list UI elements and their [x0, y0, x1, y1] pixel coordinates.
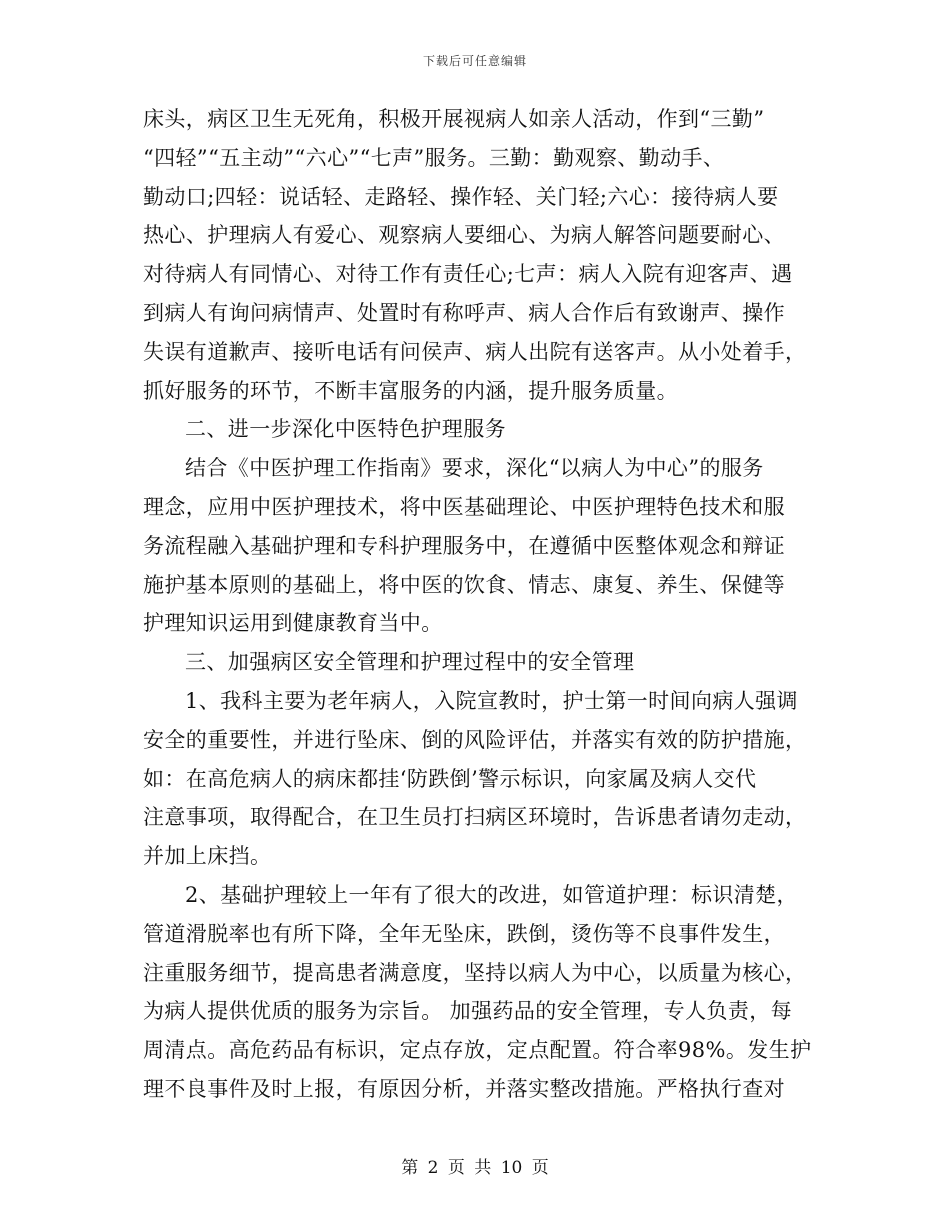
text-line: 到病人有询问病情声、处置时有称呼声、病人合作后有致谢声、操作 [143, 300, 785, 325]
text-line: 注重服务细节，提高患者满意度，坚持以病人为中心，以质量为核心， [143, 960, 807, 985]
text-line: 失误有道歉声、接听电话有问侯声、病人出院有送客声。从小处着手， [143, 339, 807, 364]
text-line: “四轻”“五主动”“六心”“七声”服务。三勤：勤观察、勤动手、 [143, 145, 725, 170]
page-header: 下载后可任意编辑 [422, 54, 527, 68]
text-line: 周清点。高危药品有标识，定点存放，定点配置。符合率98%。发生护 [143, 1038, 812, 1063]
text-line: 二、进一步深化中医特色护理服务 [185, 417, 506, 442]
text-line: 理念，应用中医护理技术，将中医基础理论、中医护理特色技术和服 [143, 494, 785, 519]
text-line: 1、我科主要为老年病人，入院宣教时，护士第一时间向病人强调 [185, 688, 798, 713]
text-line: 管道滑脱率也有所下降，全年无坠床，跌倒，烫伤等不良事件发生， [143, 921, 785, 946]
text-line: 对待病人有同情心、对待工作有责任心;七声：病人入院有迎客声、遇 [143, 262, 793, 287]
text-line: 为病人提供优质的服务为宗旨。 加强药品的安全管理，专人负责，每 [143, 999, 793, 1024]
text-line: 结合《中医护理工作指南》要求，深化“以病人为中心”的服务 [185, 456, 764, 481]
text-line: 如：在高危病人的病床都挂‘防跌倒’警示标识，向家属及病人交代 [143, 766, 757, 791]
document-body [143, 100, 812, 1109]
text-line: 勤动口;四轻：说话轻、走路轻、操作轻、关门轻;六心：接待病人要 [143, 184, 779, 209]
text-line: 并加上床挡。 [143, 844, 272, 869]
text-line: 热心、护理病人有爱心、观察病人要细心、为病人解答问题要耐心、 [143, 223, 785, 248]
text-line: 床头，病区卫生无死角，积极开展视病人如亲人活动，作到“三勤” [143, 107, 765, 131]
text-line: 抓好服务的环节，不断丰富服务的内涵，提升服务质量。 [143, 378, 678, 403]
page-footer: 第 2 页 共 10 页 [401, 1158, 549, 1178]
text-line: 护理知识运用到健康教育当中。 [143, 611, 443, 636]
text-line: 理不良事件及时上报，有原因分析，并落实整改措施。严格执行查对 [143, 1076, 785, 1101]
text-line: 务流程融入基础护理和专科护理服务中，在遵循中医整体观念和辩证 [143, 533, 785, 558]
text-line: 安全的重要性，并进行坠床、倒的风险评估，并落实有效的防护措施， [143, 727, 807, 752]
text-line: 三、加强病区安全管理和护理过程中的安全管理 [185, 650, 635, 675]
text-line: 注意事项，取得配合，在卫生员打扫病区环境时，告诉患者请勿走动， [143, 805, 807, 830]
text-line: 2、基础护理较上一年有了很大的改进，如管道护理：标识清楚， [185, 882, 798, 907]
text-line: 施护基本原则的基础上，将中医的饮食、情志、康复、养生、保健等 [143, 572, 785, 597]
